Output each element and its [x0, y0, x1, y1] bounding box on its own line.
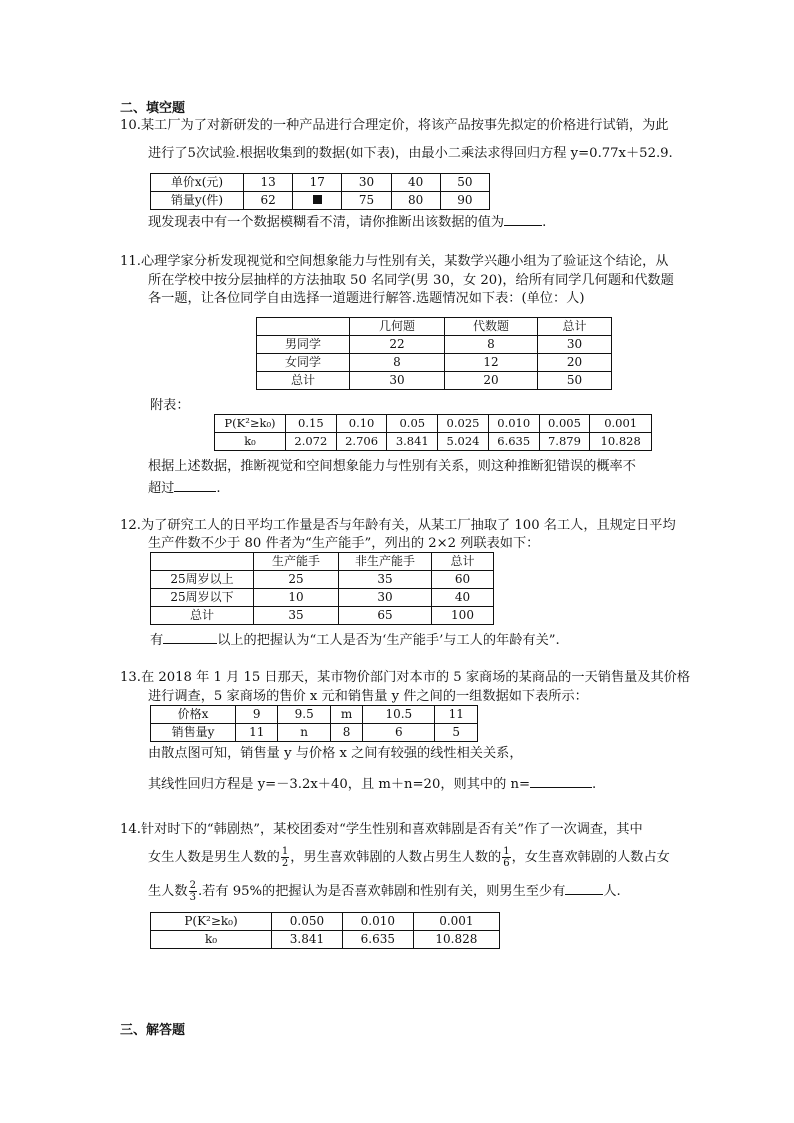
table-cell: 30: [538, 336, 612, 354]
fraction-one-sixth: [502, 846, 510, 869]
table-cell: 11: [236, 724, 278, 742]
table-cell: 0.025: [438, 415, 489, 433]
table-cell: 0.05: [387, 415, 438, 433]
answer-blank: [163, 630, 217, 644]
table-cell: m: [330, 706, 362, 724]
table-cell: 0.001: [590, 415, 652, 433]
table-cell: 价格x: [151, 706, 236, 724]
q11-contingency-table: [256, 317, 612, 390]
table-cell: 30: [350, 372, 445, 390]
table-row: [151, 589, 494, 607]
table-cell: 22: [350, 336, 445, 354]
table-row: [151, 174, 490, 192]
q13-line1: 13.在 2018 年 1 月 15 日那天，某市物价部门对本市的 5 家商场的某商品的一天销售量及其价格: [120, 670, 691, 685]
q10-data-table: [150, 173, 490, 210]
table-cell: 90: [440, 192, 489, 210]
blurred-cell: [293, 192, 342, 210]
table-cell: 12: [445, 354, 538, 372]
table-cell: 25周岁以下: [151, 589, 254, 607]
answer-blank: [565, 881, 603, 895]
q12-line3-text: 有: [150, 633, 164, 648]
table-cell: 6.635: [342, 931, 413, 949]
fraction-two-thirds: [189, 880, 197, 903]
table-cell: 75: [342, 192, 391, 210]
q11-line5-text: 超过: [148, 481, 175, 496]
table-cell: 35: [339, 571, 432, 589]
q11-line2: 所在学校中按分层抽样的方法抽取 50 名同学(男 30，女 20)，给所有同学几何题和代数题: [148, 273, 674, 288]
q11-reference-table: [214, 414, 652, 451]
table-cell: 65: [339, 607, 432, 625]
table-cell: 30: [339, 589, 432, 607]
table-row: [257, 354, 612, 372]
table-cell: 100: [432, 607, 494, 625]
q14-line2-text-c: ，女生喜欢韩剧的人数占女: [511, 850, 670, 865]
q14-line2-text-b: ，男生喜欢韩剧的人数占男生人数的: [290, 850, 502, 865]
table-cell: 60: [432, 571, 494, 589]
q10-line3-end: .: [542, 215, 547, 230]
table-row: [151, 706, 478, 724]
q14-line3: [148, 880, 621, 903]
table-row: [215, 415, 652, 433]
table-cell: 女同学: [257, 354, 350, 372]
table-cell: 8: [330, 724, 362, 742]
table-cell: 10.828: [590, 433, 652, 451]
table-row: [257, 372, 612, 390]
table-cell: 0.050: [272, 913, 343, 931]
table-cell: P(K²≥k₀): [151, 913, 272, 931]
table-cell: k₀: [151, 931, 272, 949]
table-cell: 20: [538, 354, 612, 372]
fraction-numerator: 2: [189, 880, 196, 891]
table-cell: n: [278, 724, 330, 742]
q10-line3-text: 现发现表中有一个数据模糊看不清，请你推断出该数据的值为: [148, 215, 505, 230]
q13-line3: 由散点图可知，销售量 y 与价格 x 之间有较强的线性相关关系，: [148, 746, 523, 761]
q12-line3-end: 以上的把握认为“工人是否为‘生产能手’与工人的年龄有关”.: [217, 633, 560, 648]
table-cell: 2.072: [286, 433, 337, 451]
fraction-denominator: 2: [281, 858, 289, 869]
table-cell: 40: [391, 174, 440, 192]
q14-line3-end: 人.: [603, 884, 621, 899]
q14-line3-text-a: 生人数: [148, 884, 188, 899]
table-cell: 生产能手: [254, 553, 339, 571]
table-cell: 销量y(件): [151, 192, 244, 210]
fraction-denominator: 3: [189, 892, 196, 903]
table-row: [151, 571, 494, 589]
fraction-numerator: 1: [503, 846, 510, 857]
q10-line3: [148, 212, 546, 232]
table-cell: 0.10: [336, 415, 387, 433]
table-row: [151, 607, 494, 625]
table-cell: [257, 318, 350, 336]
table-cell: 9: [236, 706, 278, 724]
table-cell: k₀: [215, 433, 286, 451]
table-cell: 总计: [257, 372, 350, 390]
q12-line2: 生产件数不少于 80 件者为“生产能手”，列出的 2×2 列联表如下：: [148, 536, 540, 551]
table-cell: 20: [445, 372, 538, 390]
table-cell: 40: [432, 589, 494, 607]
table-row: [257, 318, 612, 336]
table-cell: 30: [342, 174, 391, 192]
table-cell: 总计: [538, 318, 612, 336]
table-cell: 3.841: [272, 931, 343, 949]
table-cell: 几何题: [350, 318, 445, 336]
q14-line1: 14.针对时下的“韩剧热”，某校团委对“学生性别和喜欢韩剧是否有关”作了一次调查，其中: [120, 822, 643, 837]
table-cell: 7.879: [539, 433, 590, 451]
table-cell: 0.010: [488, 415, 539, 433]
q11-line5-end: .: [216, 481, 221, 496]
table-row: [215, 433, 652, 451]
answer-blank: [530, 774, 592, 788]
table-cell: 17: [293, 174, 342, 192]
q12-line3: [150, 630, 560, 650]
table-cell: 总计: [432, 553, 494, 571]
table-cell: 0.010: [342, 913, 413, 931]
table-cell: 9.5: [278, 706, 330, 724]
table-cell: 0.001: [413, 913, 499, 931]
q11-line5: [148, 478, 221, 498]
q13-line4-text: 其线性回归方程是 y=－3.2x＋40，且 m＋n=20，则其中的 n=: [148, 777, 531, 792]
answer-blank: [504, 212, 542, 226]
table-cell: 25: [254, 571, 339, 589]
table-cell: 0.005: [539, 415, 590, 433]
q11-line4: 根据上述数据，推断视觉和空间想象能力与性别有关系，则这种推断犯错误的概率不: [148, 459, 636, 474]
q13-line4: [148, 774, 596, 794]
section-heading-fill-in: 二、填空题: [120, 101, 186, 116]
q12-contingency-table: [150, 552, 494, 625]
table-cell: 8: [350, 354, 445, 372]
table-cell: 销售量y: [151, 724, 236, 742]
table-cell: 10.828: [413, 931, 499, 949]
table-cell: 6.635: [488, 433, 539, 451]
table-row: [257, 336, 612, 354]
table-cell: 13: [244, 174, 293, 192]
q14-line2: [148, 846, 670, 869]
q10-line2: 进行了5次试验.根据收集到的数据(如下表)，由最小二乘法求得回归方程 y=0.77x＋52.9.: [148, 146, 673, 161]
table-cell: 2.706: [336, 433, 387, 451]
black-square-icon: [313, 195, 322, 204]
q10-line1: 10.某工厂为了对新研发的一种产品进行合理定价，将该产品按事先拟定的价格进行试销，为此: [120, 118, 669, 133]
table-cell: 非生产能手: [339, 553, 432, 571]
q12-line1: 12.为了研究工人的日平均工作量是否与年龄有关，从某工厂抽取了 100 名工人，且规定日平均: [120, 518, 676, 533]
table-cell: 单价x(元): [151, 174, 244, 192]
fraction-numerator: 1: [281, 846, 289, 857]
table-cell: 10: [254, 589, 339, 607]
table-cell: 代数题: [445, 318, 538, 336]
q14-line3-text-b: .若有 95%的把握认为是否喜欢韩剧和性别有关，则男生至少有: [197, 884, 566, 899]
table-cell: 0.15: [286, 415, 337, 433]
table-row: [151, 913, 500, 931]
table-cell: 10.5: [363, 706, 435, 724]
table-cell: 男同学: [257, 336, 350, 354]
table-cell: [151, 553, 254, 571]
table-row: [151, 553, 494, 571]
table-cell: P(K²≥k₀): [215, 415, 286, 433]
q13-data-table: [150, 705, 478, 742]
fraction-denominator: 6: [503, 858, 510, 869]
q14-line2-text-a: 女生人数是男生人数的: [148, 850, 280, 865]
table-cell: 50: [538, 372, 612, 390]
table-row: [151, 724, 478, 742]
table-row: [151, 931, 500, 949]
table-cell: 总计: [151, 607, 254, 625]
answer-blank: [174, 478, 216, 492]
table-cell: 5: [435, 724, 478, 742]
q11-line3: 各一题，让各位同学自由选择一道题进行解答.选题情况如下表：(单位：人): [148, 291, 585, 306]
table-cell: 11: [435, 706, 478, 724]
table-row: [151, 192, 490, 210]
table-cell: 8: [445, 336, 538, 354]
table-cell: 6: [363, 724, 435, 742]
table-cell: 80: [391, 192, 440, 210]
q14-reference-table: [150, 912, 500, 949]
q11-line1: 11.心理学家分析发现视觉和空间想象能力与性别有关，某数学兴趣小组为了验证这个结论，从: [120, 254, 669, 269]
q13-line2: 进行调查，5 家商场的售价 x 元和销售量 y 件之间的一组数据如下表所示：: [148, 689, 588, 704]
table-cell: 3.841: [387, 433, 438, 451]
table-cell: 5.024: [438, 433, 489, 451]
table-cell: 50: [440, 174, 489, 192]
fraction-one-half: [281, 846, 289, 869]
table-cell: 62: [244, 192, 293, 210]
table-cell: 35: [254, 607, 339, 625]
q11-appendix-label: 附表：: [150, 398, 190, 413]
table-cell: 25周岁以上: [151, 571, 254, 589]
q13-line4-end: .: [592, 777, 597, 792]
section-heading-answers: 三、解答题: [120, 1023, 186, 1038]
